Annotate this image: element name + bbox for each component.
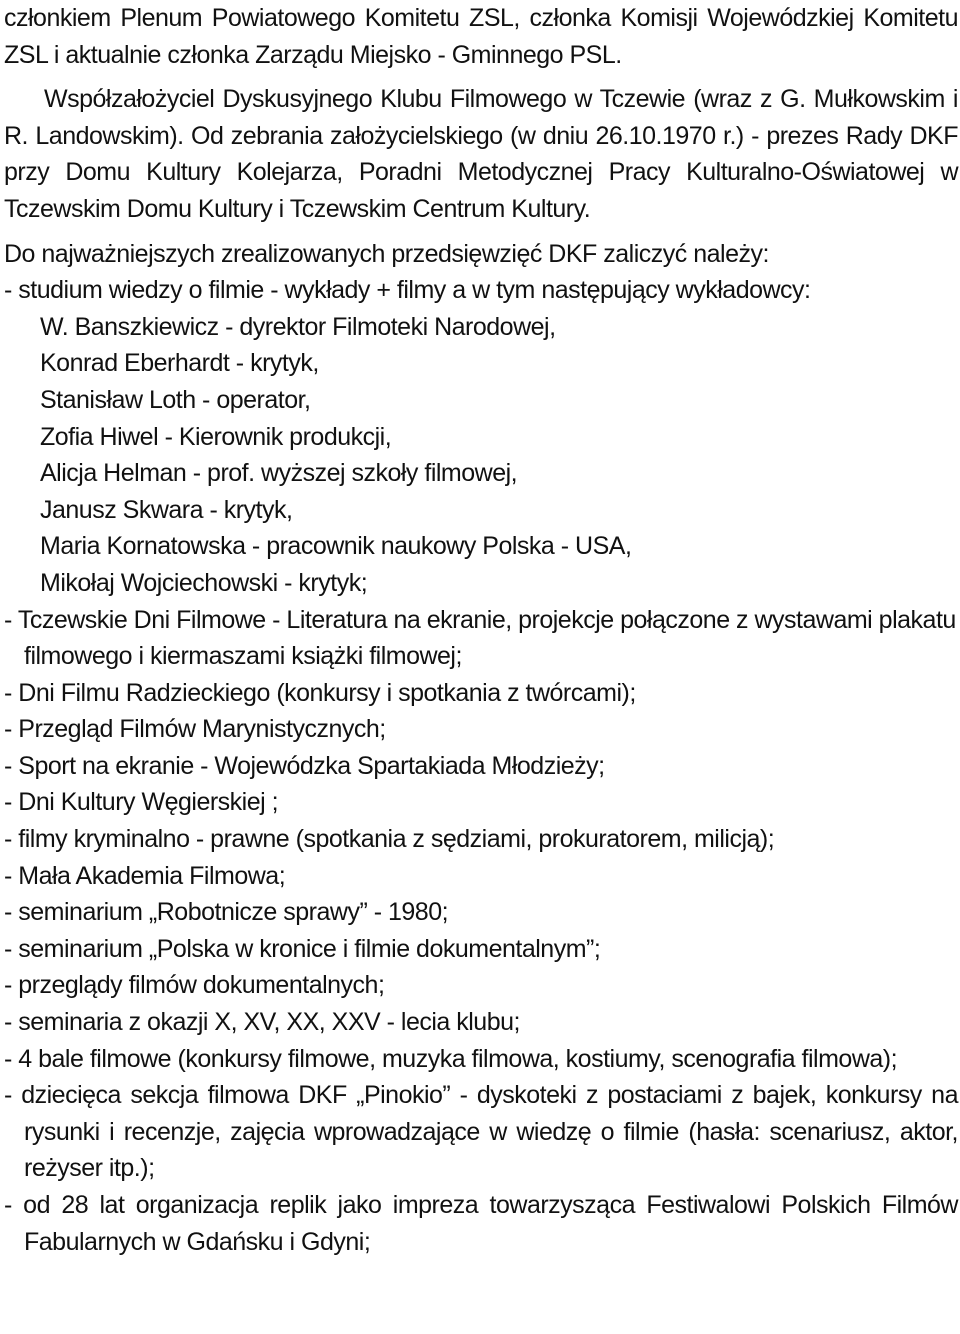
paragraph-cofounder: Współzałożyciel Dyskusyjnego Klubu Filmowego w Tczewie (wraz z G. Mułkowskim i R. Landowskim). Od zebrania założycielskiego (w dniu 26.10.1970 r.) - prezes Rady DKF przy Domu Kultury Kolejarza, Poradni Metodycznej Pracy Kulturalno-Oświatowej w Tczewskim Domu Kultury i Tczewskim Centrum Kultury. [4,85,958,223]
event-item: - dziecięca sekcja filmowa DKF „Pinokio” - dyskoteki z postaciami z bajek, konkursy na rysunki i recenzje, zajęcia wprowadzające w wiedzę o filmie (hasła: scenariusz, aktor, reżyser itp.); [4,1081,958,1183]
event-item: - Dni Filmu Radzieckiego (konkursy i spotkania z twórcami); [4,678,636,707]
event-item: - Dni Kultury Węgierskiej ; [4,788,279,817]
event-item: - Przegląd Filmów Marynistycznych; [4,715,386,744]
lecturer-item: Maria Kornatowska - pracownik naukowy Polska - USA, [40,532,632,561]
event-item: - filmy kryminalno - prawne (spotkania z sędziami, prokuratorem, milicją); [4,825,775,854]
event-item: - przeglądy filmów dokumentalnych; [4,971,385,1000]
event-item: - seminaria z okazji X, XV, XX, XXV - lecia klubu; [4,1008,520,1037]
events-list [4,602,958,1261]
paragraph-lecturers-intro: - studium wiedzy o filmie - wykłady + filmy a w tym następujący wykładowcy: [4,276,811,305]
event-item: - Mała Akademia Filmowa; [4,861,286,890]
event-item: - Sport na ekranie - Wojewódzka Spartakiada Młodzieży; [4,751,605,780]
lecturer-item: Mikołaj Wojciechowski - krytyk; [40,568,368,597]
lecturers-list [4,309,958,602]
event-item: - 4 bale filmowe (konkursy filmowe, muzyka filmowa, kostiumy, scenografia filmowa); [4,1044,898,1073]
paragraph-membership: członkiem Plenum Powiatowego Komitetu ZSL, członka Komisji Wojewódzkiej Komitetu ZSL i aktualnie członka Zarządu Miejsko - Gminnego PSL. [4,4,958,69]
lecturer-item: W. Banszkiewicz - dyrektor Filmoteki Narodowej, [40,312,556,341]
event-item: - seminarium „Polska w kronice i filmie dokumentalnym”; [4,934,601,963]
event-item: - Tczewskie Dni Filmowe - Literatura na ekranie, projekcje połączone z wystawami plakatu filmowego i kiermaszami książki filmowej; [4,605,956,671]
event-item: - od 28 lat organizacja replik jako impreza towarzysząca Festiwalowi Polskich Filmów Fabularnych w Gdańsku i Gdyni; [4,1191,958,1256]
event-item: - seminarium „Robotnicze sprawy” - 1980; [4,898,449,927]
lecturer-item: Alicja Helman - prof. wyższej szkoły filmowej, [40,459,518,488]
paragraph-projects-intro: Do najważniejszych zrealizowanych przedsięwzięć DKF zaliczyć należy: [4,239,769,268]
lecturer-item: Stanisław Loth - operator, [40,385,311,414]
lecturer-item: Janusz Skwara - krytyk, [40,495,293,524]
lecturer-item: Konrad Eberhardt - krytyk, [40,349,319,378]
lecturer-item: Zofia Hiwel - Kierownik produkcji, [40,422,392,451]
